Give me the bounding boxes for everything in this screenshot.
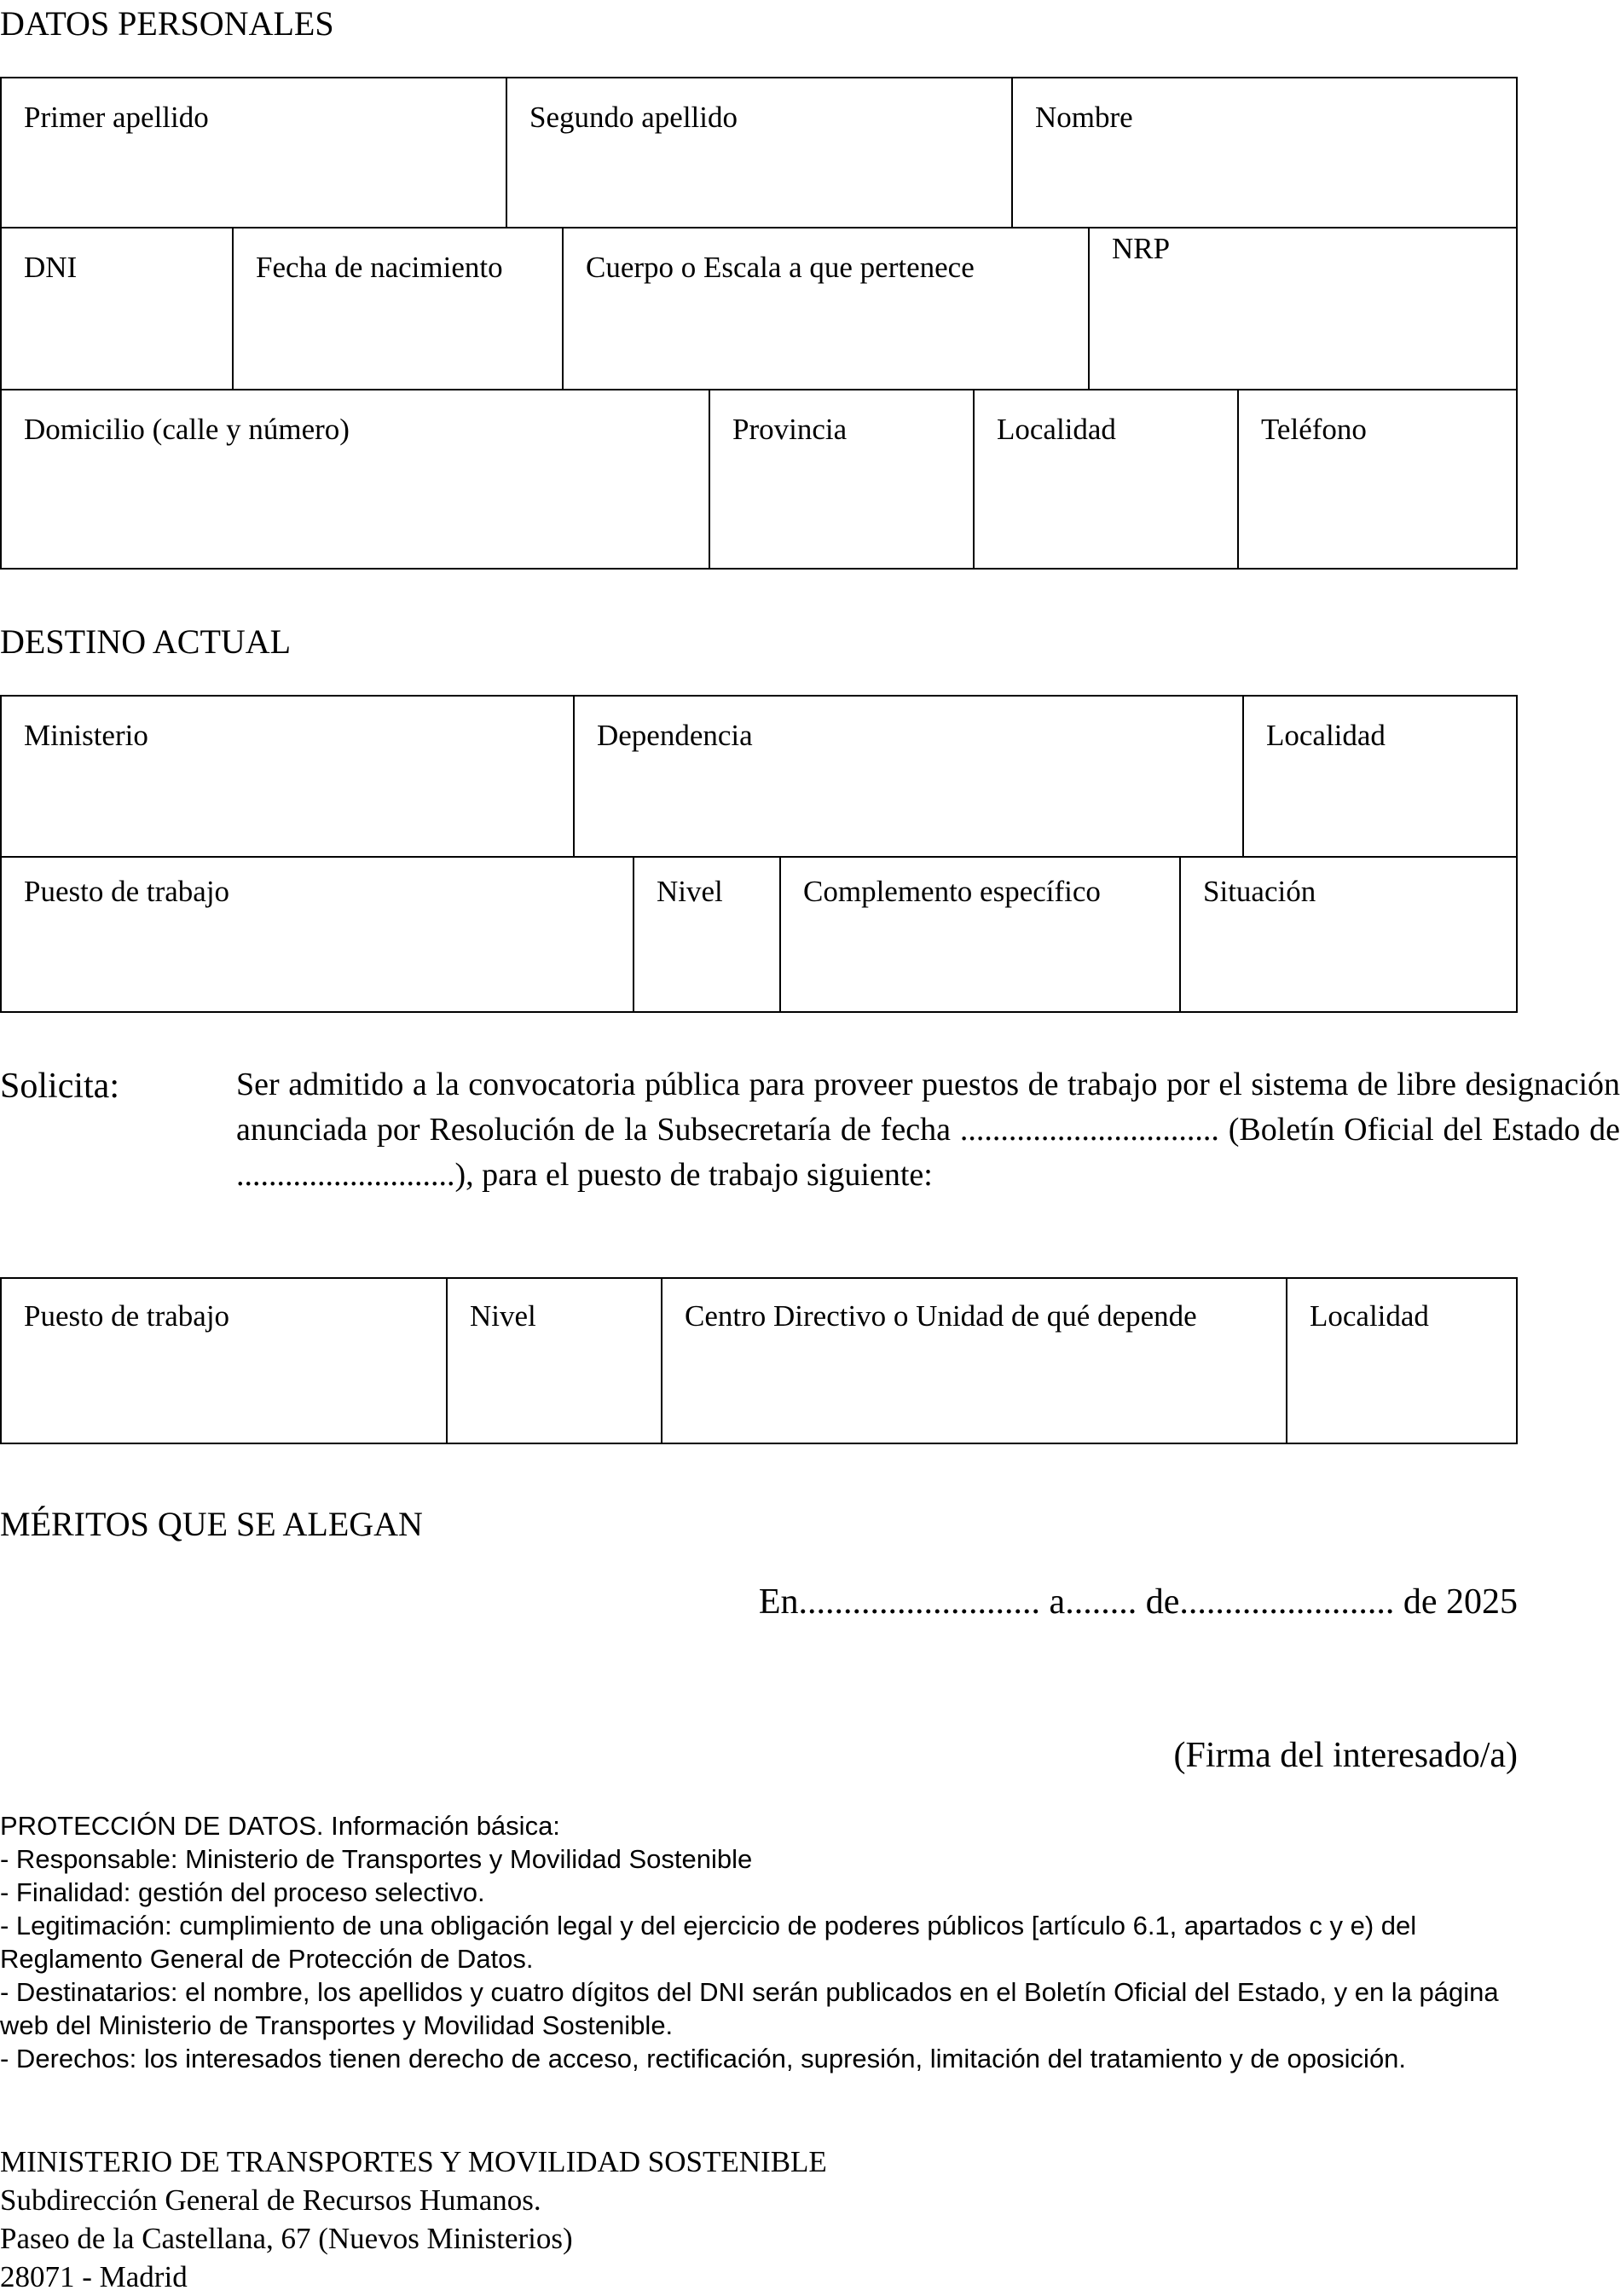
nivel-field[interactable]	[448, 1279, 662, 1443]
domicilio-label: Domicilio (calle y número)	[24, 413, 350, 446]
proteccion-responsable: - Responsable: Ministerio de Transportes y Movilidad Sostenible	[0, 1844, 753, 1874]
address-city: 28071 - Madrid	[0, 2260, 188, 2293]
primer-apellido-label: Primer apellido	[24, 101, 209, 134]
ministerio-label: Ministerio	[24, 719, 148, 752]
complemento-especifico-field[interactable]	[781, 858, 1181, 1011]
localidad-label: Localidad	[997, 413, 1116, 446]
solicita-label: Solicita:	[0, 1067, 119, 1106]
proteccion-destinatarios: - Destinatarios: el nombre, los apellidos y cuatro dígitos del DNI serán publicados en el Boletín Oficial del Estado, y en la página web del Ministerio de Transportes y Movilidad Sostenible.	[0, 1977, 1499, 2040]
localidad-puesto-field[interactable]	[1287, 1279, 1516, 1443]
situacion-field[interactable]	[1181, 858, 1516, 1011]
dni-label: DNI	[24, 251, 78, 284]
datos-personales-row-2	[2, 228, 1516, 390]
ministerio-address	[0, 2143, 827, 2296]
nivel-actual-field[interactable]	[634, 858, 781, 1011]
centro-directivo-field[interactable]	[662, 1279, 1287, 1443]
fecha-line[interactable]: En........................... a........ de........................ de 2025	[758, 1582, 1518, 1622]
nrp-label: NRP	[1112, 232, 1171, 265]
cuerpo-escala-label: Cuerpo o Escala a que pertenece	[586, 251, 975, 284]
ministerio-field[interactable]	[2, 697, 575, 858]
puesto-trabajo-actual-label: Puesto de trabajo	[24, 875, 230, 908]
address-street: Paseo de la Castellana, 67 (Nuevos Ministerios)	[0, 2222, 573, 2255]
nivel-label: Nivel	[470, 1299, 536, 1333]
localidad-actual-label: Localidad	[1266, 719, 1386, 752]
puesto-trabajo-label: Puesto de trabajo	[24, 1299, 230, 1333]
ministerio-name: MINISTERIO DE TRANSPORTES Y MOVILIDAD SOSTENIBLE	[0, 2145, 827, 2178]
proteccion-legitimacion: - Legitimación: cumplimiento de una obligación legal y del ejercicio de poderes públicos [artículo 6.1, apartados c y e) del Reglamento General de Protección de Datos.	[0, 1911, 1417, 1974]
puesto-solicitado-row	[2, 1279, 1516, 1443]
nivel-actual-label: Nivel	[657, 875, 723, 908]
solicita-text: Ser admitido a la convocatoria pública para proveer puestos de trabajo por el sistema de libre designación anunciada por Resolución de la Subsecretaría de fecha ................................ (Boletín Oficial del Estado de ...........................), para el puesto de trabajo siguiente:	[236, 1067, 1620, 1193]
segundo-apellido-label: Segundo apellido	[529, 101, 738, 134]
domicilio-field[interactable]	[2, 390, 710, 568]
localidad-field[interactable]	[975, 390, 1239, 568]
destino-actual-row-1	[2, 697, 1516, 858]
primer-apellido-field[interactable]	[2, 78, 507, 228]
situacion-label: Situación	[1203, 875, 1316, 908]
dependencia-field[interactable]	[575, 697, 1244, 858]
destino-actual-row-2	[2, 858, 1516, 1011]
nombre-label: Nombre	[1035, 101, 1133, 134]
proteccion-datos	[0, 1809, 1526, 2075]
subdireccion: Subdirección General de Recursos Humanos.	[0, 2183, 541, 2217]
cuerpo-escala-field[interactable]	[564, 228, 1090, 390]
dni-field[interactable]	[2, 228, 234, 390]
datos-personales-row-3	[2, 390, 1516, 568]
puesto-trabajo-field[interactable]	[2, 1279, 448, 1443]
fecha-nacimiento-field[interactable]	[234, 228, 564, 390]
puesto-solicitado-table	[0, 1277, 1518, 1444]
telefono-field[interactable]	[1239, 390, 1516, 568]
nrp-field[interactable]	[1090, 228, 1516, 390]
proteccion-derechos: - Derechos: los interesados tienen derecho de acceso, rectificación, supresión, limitación del tratamiento y de oposición.	[0, 2044, 1407, 2073]
datos-personales-table	[0, 77, 1518, 570]
localidad-puesto-label: Localidad	[1310, 1299, 1429, 1333]
fecha-nacimiento-label: Fecha de nacimiento	[256, 251, 503, 284]
telefono-label: Teléfono	[1261, 413, 1367, 446]
localidad-actual-field[interactable]	[1244, 697, 1516, 858]
centro-directivo-label: Centro Directivo o Unidad de qué depende	[685, 1299, 1197, 1333]
dependencia-label: Dependencia	[597, 719, 753, 752]
provincia-field[interactable]	[710, 390, 975, 568]
nombre-field[interactable]	[1013, 78, 1516, 228]
puesto-trabajo-actual-field[interactable]	[2, 858, 634, 1011]
proteccion-heading: PROTECCIÓN DE DATOS. Información básica:	[0, 1811, 560, 1841]
proteccion-finalidad: - Finalidad: gestión del proceso selectivo.	[0, 1877, 485, 1907]
segundo-apellido-field[interactable]	[507, 78, 1013, 228]
destino-actual-table	[0, 695, 1518, 1013]
meritos-heading: MÉRITOS QUE SE ALEGAN	[0, 1505, 423, 1543]
destino-actual-heading: DESTINO ACTUAL	[0, 622, 292, 661]
firma-label: (Firma del interesado/a)	[1173, 1736, 1518, 1775]
datos-personales-row-1	[2, 78, 1516, 228]
complemento-especifico-label: Complemento específico	[803, 875, 1101, 908]
provincia-label: Provincia	[732, 413, 848, 446]
datos-personales-heading: DATOS PERSONALES	[0, 4, 334, 43]
